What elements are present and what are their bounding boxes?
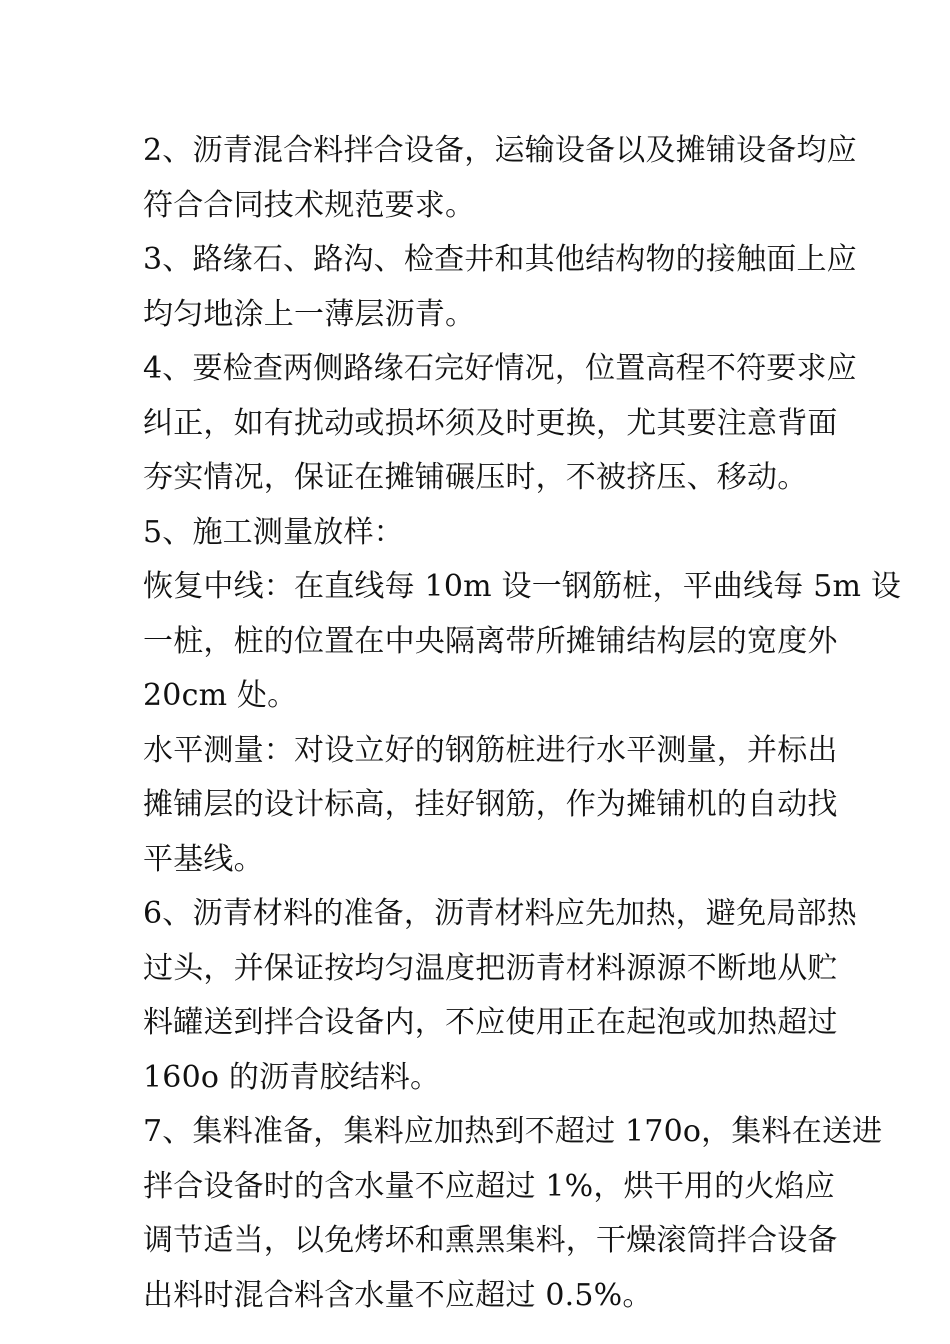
text-line: 3、路缘石、路沟、检查井和其他结构物的接触面上应 [143, 242, 857, 277]
text-line: 符合合同技术规范要求。 [143, 187, 476, 223]
text-line: 5、施工测量放样： [143, 514, 404, 550]
text-line: 水平测量：对设立好的钢筋桩进行水平测量，并标出 [143, 732, 838, 768]
text-line: 2、沥青混合料拌合设备，运输设备以及摊铺设备均应 [143, 133, 857, 168]
document-body [143, 124, 902, 1323]
text-line: 过头，并保证按均匀温度把沥青材料源源不断地从贮 [143, 950, 838, 986]
text-line: 恢复中线：在直线每 10m 设一钢筋桩，平曲线每 5m 设 [143, 569, 902, 604]
text-line: 拌合设备时的含水量不应超过 1%，烘干用的火焰应 [143, 1168, 835, 1204]
text-line: 夯实情况，保证在摊铺碾压时，不被挤压、移动。 [143, 460, 808, 495]
text-line: 调节适当，以免烤坏和熏黑集料，干燥滚筒拌合设备 [143, 1223, 838, 1258]
text-line: 6、沥青材料的准备，沥青材料应先加热，避免局部热 [143, 896, 857, 931]
text-line: 一桩，桩的位置在中央隔离带所摊铺结构层的宽度外 [143, 623, 838, 659]
text-line: 摊铺层的设计标高，挂好钢筋，作为摊铺机的自动找 [143, 787, 838, 822]
text-line: 平基线。 [143, 841, 264, 877]
text-line: 均匀地涂上一薄层沥青。 [143, 296, 476, 332]
text-line: 20cm 处。 [143, 678, 298, 713]
text-line: 7、集料准备，集料应加热到不超过 170o，集料在送进 [143, 1114, 883, 1149]
text-line: 料罐送到拌合设备内，不应使用正在起泡或加热超过 [143, 1005, 838, 1040]
text-line: 纠正，如有扰动或损坏须及时更换，尤其要注意背面 [143, 405, 838, 441]
text-line: 160o 的沥青胶结料。 [143, 1059, 441, 1095]
text-line: 出料时混合料含水量不应超过 0.5%。 [143, 1277, 653, 1313]
text-line: 4、要检查两侧路缘石完好情况，位置高程不符要求应 [143, 351, 857, 386]
